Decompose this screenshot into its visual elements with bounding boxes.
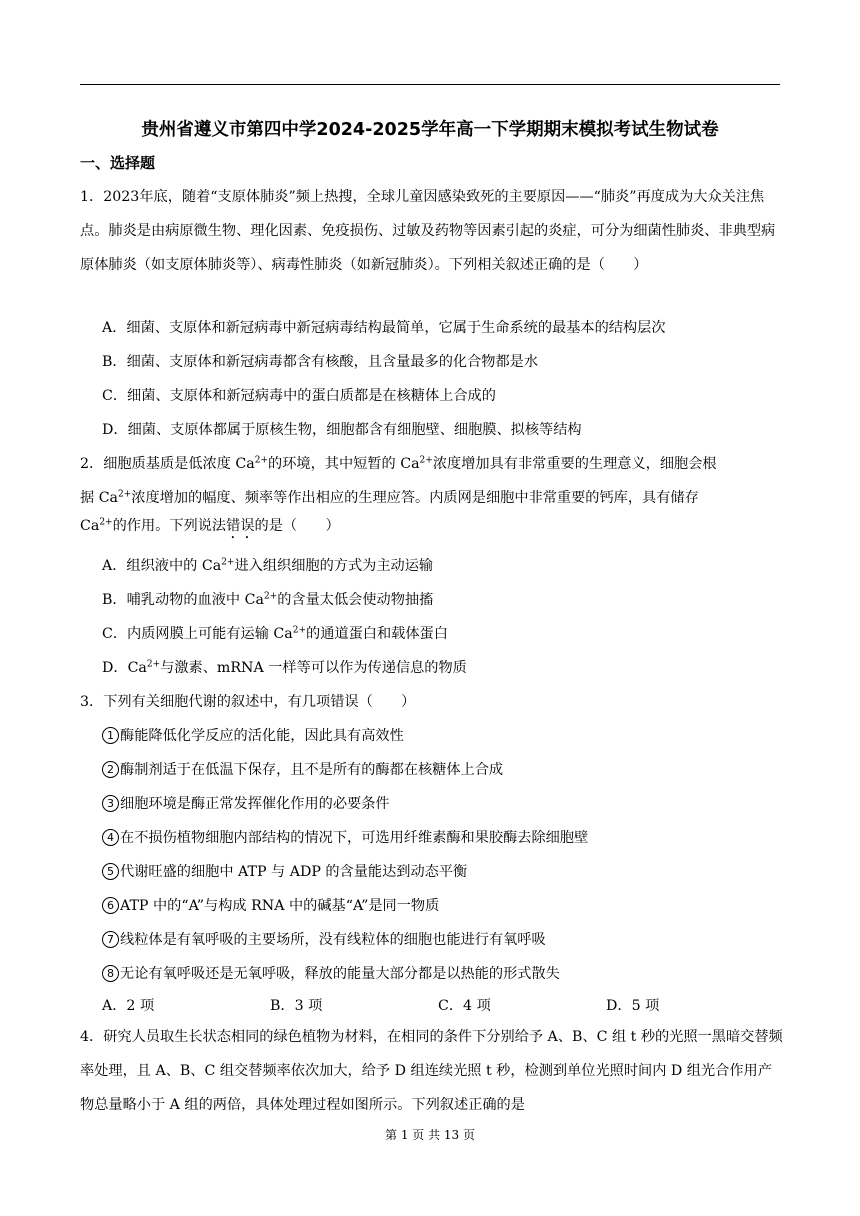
- question-2-option-d: D．$Ca^{2+}$与激素、mRNA 一样等可以作为传递信息的物质: [102, 659, 467, 676]
- question-3-statement-5: 5 代谢旺盛的细胞中 ATP 与 ADP 的含量能达到动态平衡: [102, 862, 467, 882]
- question-1-option-b: B．细菌、支原体和新冠病毒都含有核酸，且含量最多的化合物都是水: [102, 354, 539, 370]
- question-3-statement-6: 6 ATP 中的“A”与构成 RNA 中的碱基“A”是同一物质: [102, 896, 439, 916]
- question-3-statement-3: 3 细胞环境是酶正常发挥催化作用的必要条件: [102, 794, 390, 814]
- circled-number-icon: 7: [102, 931, 119, 948]
- question-1-option-d: D．细菌、支原体都属于原核生物，细胞都含有细胞壁、细胞膜、拟核等结构: [102, 422, 582, 438]
- question-1-stem: 1．2023年底，随着“支原体肺炎”频上热搜，全球儿童因感染致死的主要原因——“肺炎”再度成为大众关注焦点。肺炎是由病原微生物、理化因素、免疫损伤、过敏及药物等因素引起的炎症，可分为细菌性肺炎、非典型病原体肺炎（如支原体肺炎等）、病毒性肺炎（如新冠肺炎）。下列相关叙述正确的是（ ）: [80, 189, 776, 273]
- circled-number-icon: 8: [102, 965, 119, 982]
- question-2-option-a: A．组织液中的 $Ca^{2+}$进入组织细胞的方式为主动运输: [102, 557, 434, 574]
- question-3-option-c: C．4 项: [438, 998, 491, 1014]
- page-footer: 第 1 页 共 13 页: [385, 1128, 475, 1142]
- circled-number-icon: 4: [102, 829, 119, 846]
- question-3-option-b: B．3 项: [270, 998, 323, 1014]
- question-4-stem: 4．研究人员取生长状态相同的绿色植物为材料，在相同的条件下分别给予 A、B、C 组 t 秒的光照一黑暗交替频率处理，且 A、B、C 组交替频率依次加大，给予 D 组连续光照 t 秒，检测到单位光照时间内 D 组光合作用产物总量略小于 A 组的两倍，具体处理过程如图所示。下列叙述正确的是: [80, 1029, 783, 1113]
- question-3-statement-1: 1 酶能降低化学反应的活化能，因此具有高效性: [102, 726, 404, 746]
- question-2-option-c: C．内质网膜上可能有运输 $Ca^{2+}$的通道蛋白和载体蛋白: [102, 625, 448, 642]
- question-3-statement-8: 8 无论有氧呼吸还是无氧呼吸，释放的能量大部分都是以热能的形式散失: [102, 964, 560, 984]
- circled-number-icon: 1: [102, 727, 119, 744]
- question-1-option-c: C．细菌、支原体和新冠病毒中的蛋白质都是在核糖体上合成的: [102, 388, 496, 404]
- emphasis-mark: 错误: [226, 518, 255, 534]
- question-2-stem-line-3: $Ca^{2+}$的作用。下列说法错误的是（ ）: [80, 517, 340, 534]
- circled-number-icon: 6: [102, 897, 119, 914]
- question-3-stem: 3．下列有关细胞代谢的叙述中，有几项错误（ ）: [80, 694, 416, 710]
- question-3-statement-4: 4 在不损伤植物细胞内部结构的情况下，可选用纤维素酶和果胶酶去除细胞壁: [102, 828, 588, 848]
- question-3-statement-2: 2 酶制剂适于在低温下保存，且不是所有的酶都在核糖体上合成: [102, 760, 503, 780]
- circled-number-icon: 3: [102, 795, 119, 812]
- question-2-option-b: B．哺乳动物的血液中 $Ca^{2+}$的含量太低会使动物抽搐: [102, 591, 434, 608]
- circled-number-icon: 5: [102, 863, 119, 880]
- section-heading: 一、选择题: [80, 154, 156, 172]
- question-1-option-a: A．细菌、支原体和新冠病毒中新冠病毒结构最简单，它属于生命系统的最基本的结构层次: [102, 320, 666, 336]
- question-3-option-a: A．2 项: [102, 998, 155, 1014]
- circled-number-icon: 2: [102, 761, 119, 778]
- header-rule: [80, 84, 780, 85]
- question-3-option-d: D．5 项: [606, 998, 660, 1014]
- question-3-statement-7: 7 线粒体是有氧呼吸的主要场所，没有线粒体的细胞也能进行有氧呼吸: [102, 930, 546, 950]
- question-2-stem-line-1: 2．细胞质基质是低浓度 $Ca^{2+}$的环境，其中短暂的 $Ca^{2+}$浓度增加具有非常重要的生理意义，细胞会根: [80, 455, 717, 472]
- question-2-stem-line-2: 据 $Ca^{2+}$浓度增加的幅度、频率等作出相应的生理应答。内质网是细胞中非常重要的钙库，具有储存: [80, 489, 699, 506]
- page-title: 贵州省遵义市第四中学2024-2025学年高一下学期期末模拟考试生物试卷: [141, 120, 719, 140]
